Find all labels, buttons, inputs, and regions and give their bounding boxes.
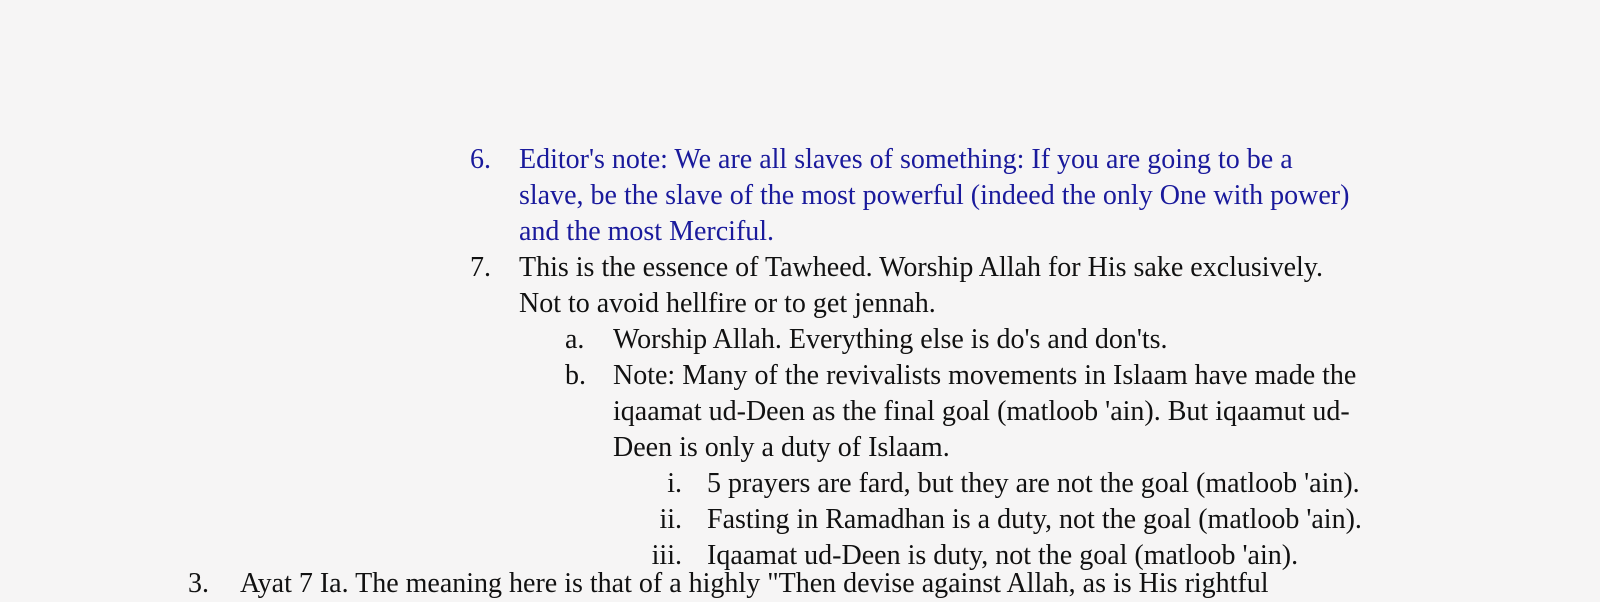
item-7-line-1: This is the essence of Tawheed. Worship Allah for His sake exclusively. [519, 252, 1323, 283]
item-7a-marker: a. [565, 324, 585, 355]
item-7a-line-1: Worship Allah. Everything else is do's and don'ts. [613, 324, 1168, 355]
item-7b-ii-marker: ii. [659, 504, 682, 535]
item-6-line-2: slave, be the slave of the most powerful (indeed the only One with power) [519, 180, 1350, 211]
item-7b-line-2: iqaamat ud-Deen as the final goal (matloob 'ain). But iqaamut ud- [613, 396, 1350, 427]
item-7b-line-1: Note: Many of the revivalists movements in Islaam have made the [613, 360, 1357, 391]
item-7b-iii-marker: iii. [651, 540, 682, 571]
item-7b-i-marker: i. [667, 468, 682, 499]
item-7b-line-3: Deen is only a duty of Islaam. [613, 432, 950, 463]
cutoff-line-marker: 3. [188, 568, 209, 599]
item-7b-ii-text: Fasting in Ramadhan is a duty, not the goal (matloob 'ain). [707, 504, 1362, 535]
item-6-line-3: and the most Merciful. [519, 216, 775, 247]
item-6-line-1: Editor's note: We are all slaves of something: If you are going to be a [519, 144, 1293, 175]
item-7-line-2: Not to avoid hellfire or to get jennah. [519, 288, 936, 319]
cutoff-line-text: Ayat 7 Ia. The meaning here is that of a highly "Then devise against Allah, as is His rightful [240, 568, 1269, 599]
item-7b-i-text: 5 prayers are fard, but they are not the goal (matloob 'ain). [707, 468, 1360, 499]
item-7-marker: 7. [470, 252, 491, 283]
item-7b-marker: b. [565, 360, 586, 391]
item-7b-iii-text: Iqaamat ud-Deen is duty, not the goal (matloob 'ain). [707, 540, 1299, 571]
cutoff-line-container [0, 566, 1600, 602]
item-6-marker: 6. [470, 144, 491, 175]
